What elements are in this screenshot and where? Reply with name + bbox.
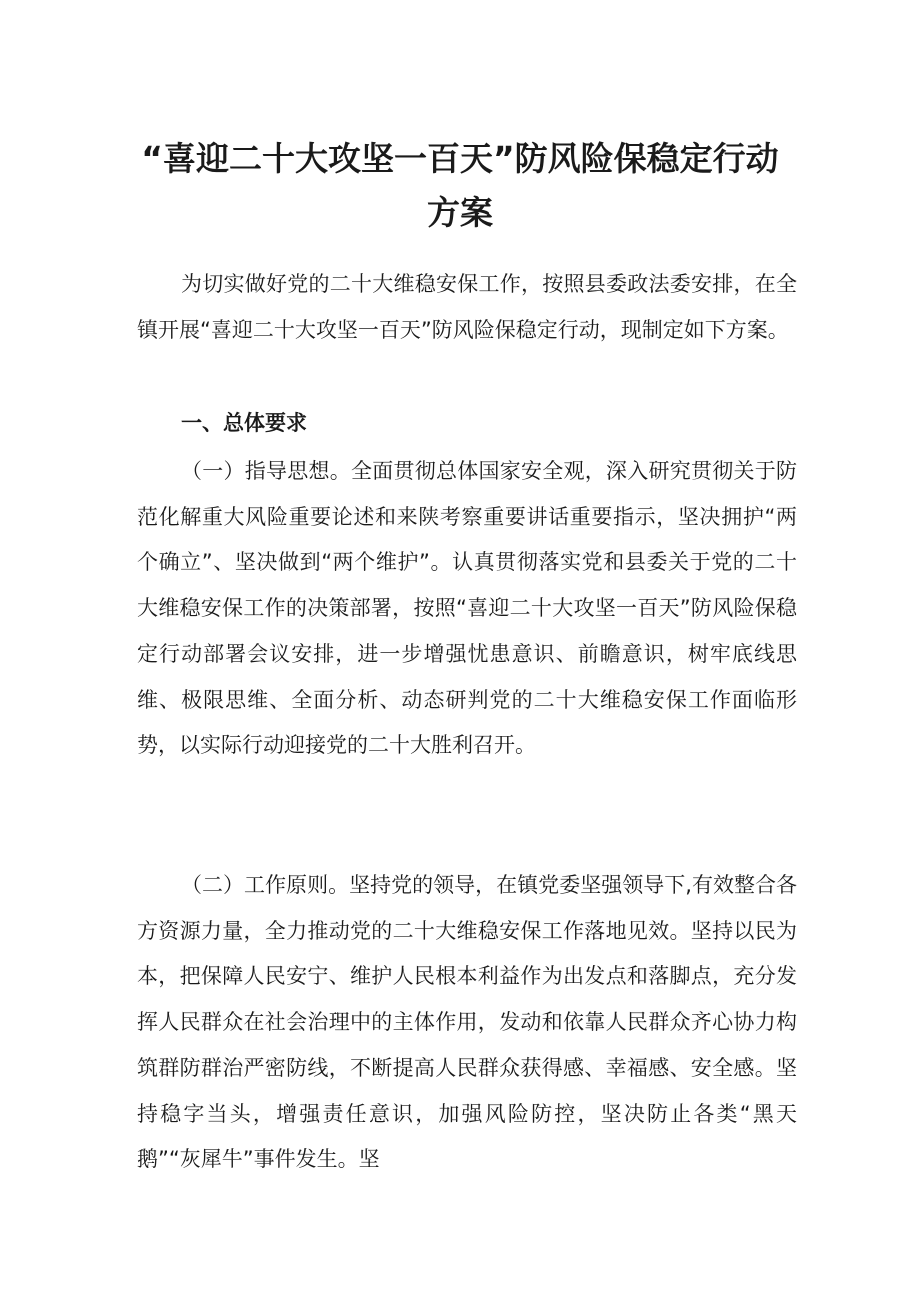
section-heading-general-requirements: 一、总体要求 bbox=[181, 411, 307, 435]
document-title-line1: “喜迎二十大攻坚一百天”防风险保稳定行动 bbox=[141, 139, 779, 178]
guiding-ideology-paragraph: （一）指导思想。全面贯彻总体国家安全观，深入研究贯彻关于防范化解重大风险重要论述和来陕考察重要讲话重要指示，坚决拥护“两个确立”、坚决做到“两个维护”。认真贯彻落实党和县委关于党的二十大维稳安保工作的决策部署，按照“喜迎二十大攻坚一百天”防风险保稳定行动部署会议安排，进一步增强忧患意识、前瞻意识，树牢底线思维、极限思维、全面分析、动态研判党的二十大维稳安保工作面临形势，以实际行动迎接党的二十大胜利召开。 bbox=[137, 459, 797, 758]
intro-paragraph: 为切实做好党的二十大维稳安保工作，按照县委政法委安排，在全镇开展“喜迎二十大攻坚一百天”防风险保稳定行动，现制定如下方案。 bbox=[137, 272, 797, 342]
working-principles-paragraph: （二）工作原则。坚持党的领导，在镇党委坚强领导下,有效整合各方资源力量，全力推动党的二十大维稳安保工作落地见效。坚持以民为本，把保障人民安宁、维护人民根本利益作为出发点和落脚点，充分发挥人民群众在社会治理中的主体作用，发动和依靠人民群众齐心协力构筑群防群治严密防线，不断提高人民群众获得感、幸福感、安全感。坚持稳字当头，增强责任意识，加强风险防控，坚决防止各类“黑天鹅”“灰犀牛”事件发生。坚 bbox=[137, 873, 797, 1172]
document-title-line2: 方案 bbox=[427, 193, 493, 232]
